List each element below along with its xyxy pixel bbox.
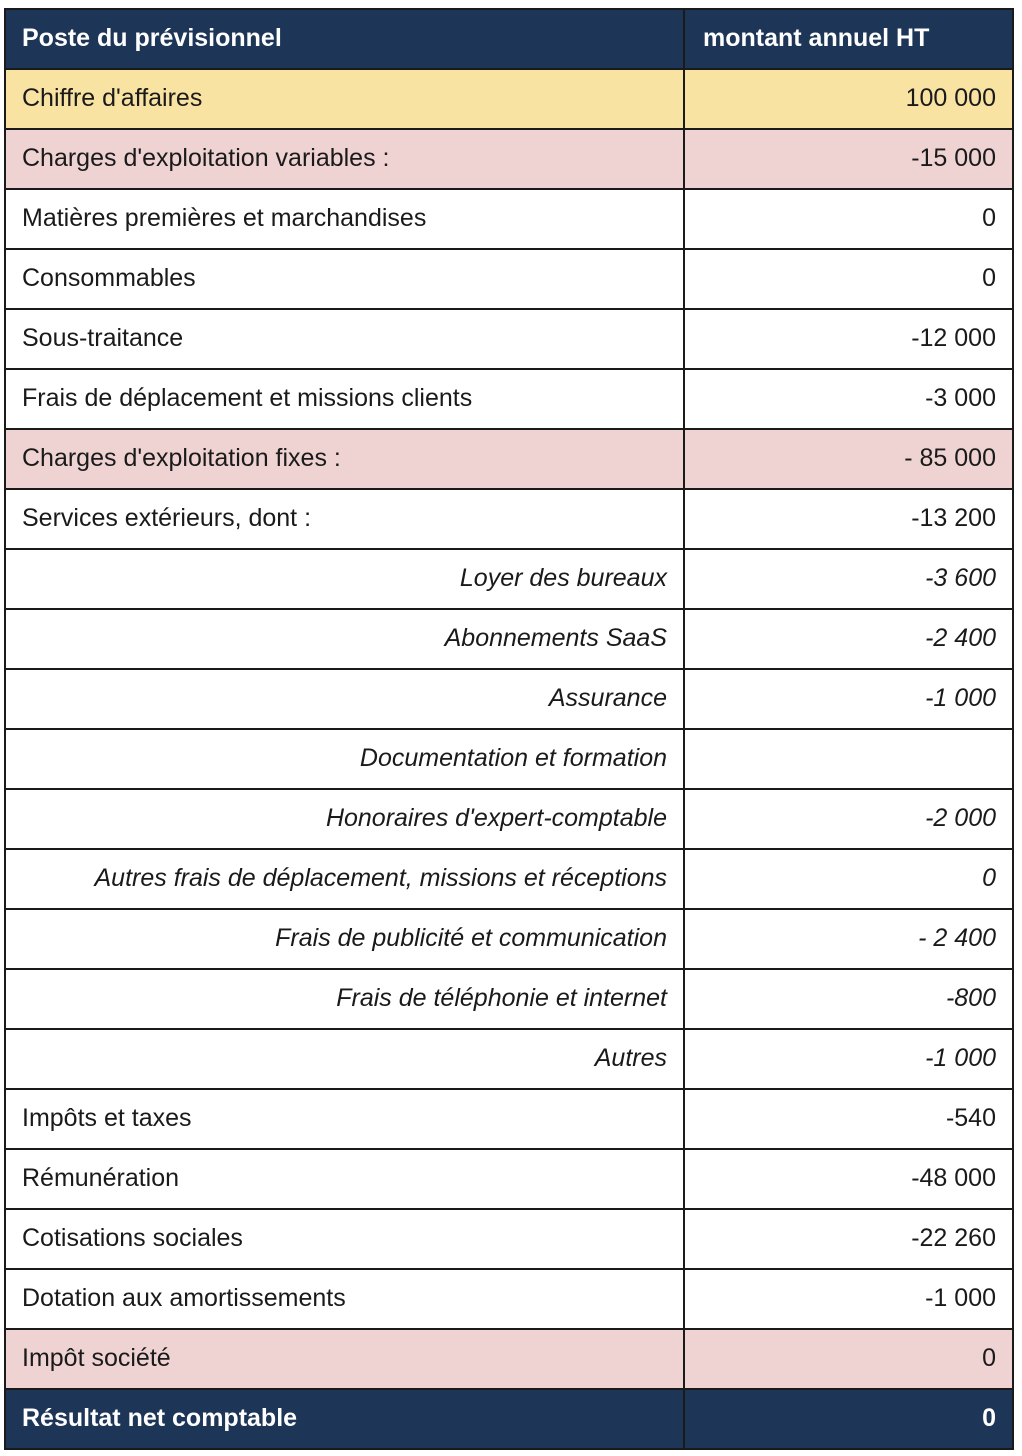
cell-poste[interactable]: Assurance xyxy=(5,669,684,729)
table-row xyxy=(5,969,1013,1029)
cell-poste[interactable]: Abonnements SaaS xyxy=(5,609,684,669)
cell-montant[interactable]: -48 000 xyxy=(684,1149,1013,1209)
table-row xyxy=(5,909,1013,969)
table-row xyxy=(5,1089,1013,1149)
cell-montant[interactable]: -2 400 xyxy=(684,609,1013,669)
cell-poste[interactable]: Matières premières et marchandises xyxy=(5,189,684,249)
table-row xyxy=(5,69,1013,129)
table-body xyxy=(5,69,1013,1449)
cell-montant[interactable]: 100 000 xyxy=(684,69,1013,129)
cell-poste[interactable]: Cotisations sociales xyxy=(5,1209,684,1269)
cell-poste[interactable]: Rémunération xyxy=(5,1149,684,1209)
cell-montant[interactable]: 0 xyxy=(684,849,1013,909)
cell-montant[interactable]: -540 xyxy=(684,1089,1013,1149)
table-row-total xyxy=(5,1389,1013,1449)
cell-montant[interactable]: - 2 400 xyxy=(684,909,1013,969)
table-row xyxy=(5,849,1013,909)
cell-montant[interactable]: -1 000 xyxy=(684,1269,1013,1329)
cell-poste[interactable]: Sous-traitance xyxy=(5,309,684,369)
table-row xyxy=(5,429,1013,489)
cell-montant[interactable]: -13 200 xyxy=(684,489,1013,549)
cell-poste[interactable]: Loyer des bureaux xyxy=(5,549,684,609)
cell-montant[interactable] xyxy=(684,729,1013,789)
cell-poste[interactable]: Services extérieurs, dont : xyxy=(5,489,684,549)
table-row xyxy=(5,1149,1013,1209)
cell-montant[interactable]: -3 000 xyxy=(684,369,1013,429)
cell-montant[interactable]: -22 260 xyxy=(684,1209,1013,1269)
cell-poste[interactable]: Impôts et taxes xyxy=(5,1089,684,1149)
cell-montant[interactable]: - 85 000 xyxy=(684,429,1013,489)
cell-poste[interactable]: Dotation aux amortissements xyxy=(5,1269,684,1329)
table-row xyxy=(5,249,1013,309)
forecast-table xyxy=(4,8,1014,1450)
cell-poste[interactable]: Chiffre d'affaires xyxy=(5,69,684,129)
cell-poste[interactable]: Charges d'exploitation fixes : xyxy=(5,429,684,489)
table-row xyxy=(5,609,1013,669)
table-row xyxy=(5,1269,1013,1329)
cell-montant[interactable]: -15 000 xyxy=(684,129,1013,189)
table-row xyxy=(5,1329,1013,1389)
table-row xyxy=(5,189,1013,249)
cell-poste[interactable]: Honoraires d'expert-comptable xyxy=(5,789,684,849)
cell-montant[interactable]: -800 xyxy=(684,969,1013,1029)
table-row xyxy=(5,129,1013,189)
table-row xyxy=(5,369,1013,429)
table-row xyxy=(5,489,1013,549)
cell-montant[interactable]: 0 xyxy=(684,1389,1013,1449)
cell-poste[interactable]: Frais de déplacement et missions clients xyxy=(5,369,684,429)
table-header-row xyxy=(5,9,1013,69)
cell-montant[interactable]: 0 xyxy=(684,189,1013,249)
cell-poste[interactable]: Frais de téléphonie et internet xyxy=(5,969,684,1029)
cell-poste[interactable]: Charges d'exploitation variables : xyxy=(5,129,684,189)
table-row xyxy=(5,729,1013,789)
cell-montant[interactable]: -12 000 xyxy=(684,309,1013,369)
table-row xyxy=(5,549,1013,609)
cell-poste[interactable]: Autres xyxy=(5,1029,684,1089)
cell-poste[interactable]: Autres frais de déplacement, missions et réceptions xyxy=(5,849,684,909)
column-header-poste[interactable]: Poste du prévisionnel xyxy=(5,9,684,69)
cell-montant[interactable]: -2 000 xyxy=(684,789,1013,849)
cell-montant[interactable]: -1 000 xyxy=(684,669,1013,729)
table-row xyxy=(5,669,1013,729)
table-row xyxy=(5,309,1013,369)
table-row xyxy=(5,789,1013,849)
cell-poste[interactable]: Documentation et formation xyxy=(5,729,684,789)
table-header xyxy=(5,9,1013,69)
cell-poste[interactable]: Résultat net comptable xyxy=(5,1389,684,1449)
cell-montant[interactable]: -3 600 xyxy=(684,549,1013,609)
cell-poste[interactable]: Impôt société xyxy=(5,1329,684,1389)
table-row xyxy=(5,1209,1013,1269)
table-row xyxy=(5,1029,1013,1089)
cell-montant[interactable]: 0 xyxy=(684,249,1013,309)
cell-montant[interactable]: 0 xyxy=(684,1329,1013,1389)
column-header-montant[interactable]: montant annuel HT xyxy=(684,9,1013,69)
cell-montant[interactable]: -1 000 xyxy=(684,1029,1013,1089)
cell-poste[interactable]: Consommables xyxy=(5,249,684,309)
cell-poste[interactable]: Frais de publicité et communication xyxy=(5,909,684,969)
